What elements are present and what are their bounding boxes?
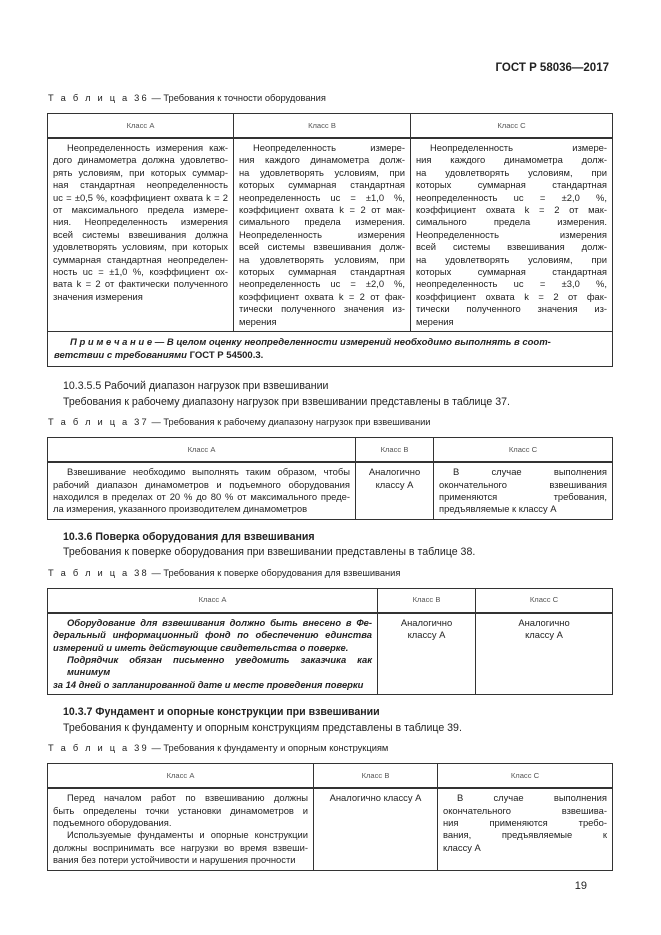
cell-text-line: классу А	[443, 841, 481, 853]
cell-text-line: которых суммарная стандартная	[416, 266, 607, 278]
table-row	[48, 613, 613, 695]
cell-text-line: uc = ±0,5 %, коэффициент охвата k = 2	[53, 191, 228, 203]
cell-text-line: Взвешивание необходимо выполнять таким образом, чтобы	[67, 466, 350, 478]
column-header: Класс В	[356, 438, 434, 463]
table-row	[48, 462, 613, 519]
cell-text-line: вания, предъявляемые к	[443, 829, 607, 841]
cell-text-line: применяются требования,	[439, 490, 607, 502]
cell-text-line: которых суммарная стандартная	[416, 179, 607, 191]
cell-text-line: быть определены точки установки динамометров и	[53, 804, 308, 816]
column-header: Класс С	[411, 114, 613, 139]
table-header-row	[48, 114, 613, 139]
cell-text-line: которых суммарная стандартная	[239, 266, 405, 278]
cell-text-line: коэффициент охвата k = 2 от мак-	[239, 204, 405, 216]
section-10-3-5-5	[47, 379, 613, 410]
cell-text-line: тически полученного значения из-	[239, 303, 405, 315]
cell-text-line: Аналогично	[368, 466, 421, 478]
cell-text-line: должны воспринимать все нагрузки во время взвеши-	[53, 841, 308, 853]
section-heading: 10.3.6 Поверка оборудования для взвешивания	[63, 530, 315, 543]
cell-text-line: классу А	[407, 629, 446, 641]
table-row	[48, 788, 613, 870]
cell-text-line: деральный информационный фонд по обеспечению единства	[53, 629, 372, 641]
table-36	[47, 113, 613, 367]
cell-text-line: всей системы взвешивания должна	[53, 228, 228, 240]
cell-text-line: классу А	[525, 629, 563, 641]
section-10-3-7	[47, 705, 613, 736]
cell-text-line: за 14 дней о запланированной дате и месте проведения поверки	[53, 678, 364, 690]
table-cell	[48, 788, 314, 870]
cell-text-line: симального предела измерения.	[239, 216, 405, 228]
column-header: Класс В	[234, 114, 411, 139]
table-cell	[48, 613, 378, 695]
cell-text-line: на удовлетворять условиям, при	[239, 166, 405, 178]
cell-text-line: ность uc = ±1,0 %, коэффициент ох-	[53, 266, 228, 278]
cell-text-line: всей системы взвешивания долж-	[416, 241, 607, 253]
cell-text-line: неопределенность uc = ±1,0 %,	[239, 191, 405, 203]
cell-text-line: Перед началом работ по взвешиванию должны	[67, 792, 308, 804]
cell-text-line: окончательного взвешивания	[439, 478, 607, 490]
cell-text-line: вата k = 2 от фактически полученного	[53, 278, 228, 290]
table-header-row	[48, 588, 613, 613]
caption-text: — Требования к точности оборудования	[148, 93, 326, 103]
cell-text-line: тически полученного значения из-	[416, 303, 607, 315]
cell-text-line: на удовлетворять условиям, при	[416, 253, 607, 265]
cell-text-line: измерений и иметь действующие свидетельства о поверке.	[53, 641, 349, 653]
cell-text-line: вания без потери устойчивости и нарушения прочности	[53, 854, 296, 866]
cell-text-line: коэффициент охвата k = 2 от мак-	[416, 204, 607, 216]
cell-text-line: дого динамометра должна удовлетво-	[53, 154, 228, 166]
table-cell	[356, 462, 434, 519]
table-37-caption	[48, 416, 613, 428]
table-38-caption	[48, 567, 613, 579]
cell-text-line: Аналогично	[400, 616, 453, 628]
cell-text-line: суммарная стандартная неопределен-	[53, 253, 228, 265]
section-text: Требования к фундаменту и опорным конструкциям представлены в таблице 39.	[63, 721, 462, 734]
table-cell	[438, 788, 613, 870]
cell-text-line: рабочий диапазон динамометров и подъемного оборудования	[53, 478, 350, 490]
cell-text-line: Используемые фундаменты и опорные конструкции	[67, 829, 308, 841]
cell-text-line: классу А	[375, 478, 414, 490]
table-cell	[48, 138, 234, 332]
cell-text-line: мерения	[416, 315, 454, 327]
table-38	[47, 588, 613, 695]
table-header-row	[48, 764, 613, 789]
cell-text-line: неопределенность uc = ±2,0 %,	[239, 278, 405, 290]
caption-text: — Требования к рабочему диапазону нагрузок при взвешивании	[148, 417, 431, 428]
column-header: Класс С	[434, 438, 613, 463]
column-header: Класс С	[476, 588, 613, 613]
cell-text-line: ла измерения, указанного производителем динамометров	[53, 503, 308, 515]
column-header: Класс В	[314, 764, 438, 789]
cell-text-line: находился в пределах от 20 % до 80 % от максимального преде-	[53, 490, 350, 502]
cell-text-line: неопределенность uc = ±3,0 %,	[416, 278, 607, 290]
section-10-3-6	[47, 530, 613, 561]
table-cell	[234, 138, 411, 332]
column-header: Класс А	[48, 764, 314, 789]
table-header-row	[48, 438, 613, 463]
section-heading: 10.3.5.5 Рабочий диапазон нагрузок при взвешивании	[63, 380, 329, 393]
table-cell	[378, 613, 476, 695]
section-text: Требования к поверке оборудования при взвешивании представлены в таблице 38.	[63, 546, 476, 559]
cell-text-line: на удовлетворять условиям, при	[416, 166, 607, 178]
section-heading: 10.3.7 Фундамент и опорные конструкции при взвешивании	[63, 706, 380, 719]
caption-prefix: Т а б л и ц а 36	[48, 93, 149, 103]
table-row	[48, 138, 613, 332]
table-39	[47, 763, 613, 870]
cell-text-line: ная стандартная неопределенность	[53, 179, 228, 191]
cell-text-line: Оборудование для взвешивания должно быть внесено в Фе-	[67, 616, 372, 628]
cell-text-line: Неопределенность измере-	[430, 142, 607, 153]
cell-text-line: коэффициент охвата k = 2 от фак-	[416, 290, 607, 302]
table-cell	[48, 462, 356, 519]
cell-text-line: Неопределенность измерения каж-	[67, 142, 228, 153]
cell-text-line: Аналогично	[518, 616, 570, 628]
column-header: Класс В	[378, 588, 476, 613]
note-label: П р и м е ч а н и е	[70, 337, 153, 349]
cell-text-line: Подрядчик обязан письменно уведомить заказчика как минимум	[67, 653, 372, 678]
caption-prefix: Т а б л и ц а 39	[48, 743, 149, 754]
table-cell	[434, 462, 613, 519]
cell-text-line: рять условиям, при которых суммар-	[53, 166, 228, 178]
cell-text-line: В случае выполнения	[453, 466, 607, 478]
note-reference: ГОСТ Р 54500.3.	[189, 350, 264, 362]
column-header: Класс А	[48, 588, 378, 613]
column-header: Класс С	[438, 764, 613, 789]
cell-text-line: которых суммарная стандартная	[239, 179, 405, 191]
note-text-continued: ветствии с требованиями	[54, 350, 190, 362]
table-cell	[411, 138, 613, 332]
caption-text: — Требования к поверке оборудования для взвешивания	[148, 567, 401, 578]
cell-text-line: Аналогично классу А	[329, 792, 422, 804]
table-39-caption	[48, 742, 613, 754]
cell-text-line: мерения	[239, 315, 277, 327]
cell-text-line: предъявляемые к классу А	[439, 503, 557, 515]
table-36-caption	[48, 92, 613, 104]
cell-text-line: всей системы взвешивания долж-	[239, 241, 405, 253]
cell-text-line: симального предела измерения.	[416, 216, 607, 228]
page-number: 19	[574, 879, 587, 892]
cell-text-line: ния применяются требо-	[443, 816, 607, 828]
cell-text-line: ния каждого динамометра долж-	[416, 154, 607, 166]
table-cell	[314, 788, 438, 870]
document-standard-number: ГОСТ Р 58036—2017	[495, 62, 609, 74]
cell-text-line: удовлетворять условиям, при которых	[53, 241, 228, 253]
cell-text-line: ния. Неопределенность измерения	[53, 216, 228, 228]
caption-text: — Требования к фундаменту и опорным конструкциям	[148, 743, 389, 754]
caption-prefix: Т а б л и ц а 37	[48, 417, 149, 428]
cell-text-line: Неопределенность измере-	[253, 142, 405, 153]
cell-text-line: Неопределенность измерения	[239, 228, 405, 240]
cell-text-line: В случае выполнения	[457, 792, 607, 804]
cell-text-line: подъемного оборудования.	[53, 816, 172, 828]
section-text: Требования к рабочему диапазону нагрузок при взвешивании представлены в таблице 37.	[63, 395, 510, 408]
column-header: Класс А	[48, 114, 234, 139]
cell-text-line: окончательного взвешива-	[443, 804, 607, 816]
note-text: — В целом оценку неопределенности измерений необходимо выполнять в соот-	[152, 337, 551, 349]
cell-text-line: неопределенность uc = ±2,0 %,	[416, 191, 607, 203]
cell-text-line: Неопределенность измерения	[416, 228, 607, 240]
cell-text-line: на удовлетворять условиям, при	[239, 253, 405, 265]
column-header: Класс А	[48, 438, 356, 463]
cell-text-line: ния каждого динамометра долж-	[239, 154, 405, 166]
table-note-row	[48, 332, 613, 367]
table-note	[48, 332, 613, 367]
cell-text-line: коэффициент охвата k = 2 от фак-	[239, 290, 405, 302]
cell-text-line: от максимального предела измере-	[53, 204, 228, 216]
table-37	[47, 437, 613, 520]
caption-prefix: Т а б л и ц а 38	[48, 567, 149, 578]
cell-text-line: значения измерения	[53, 290, 143, 302]
table-cell	[476, 613, 613, 695]
